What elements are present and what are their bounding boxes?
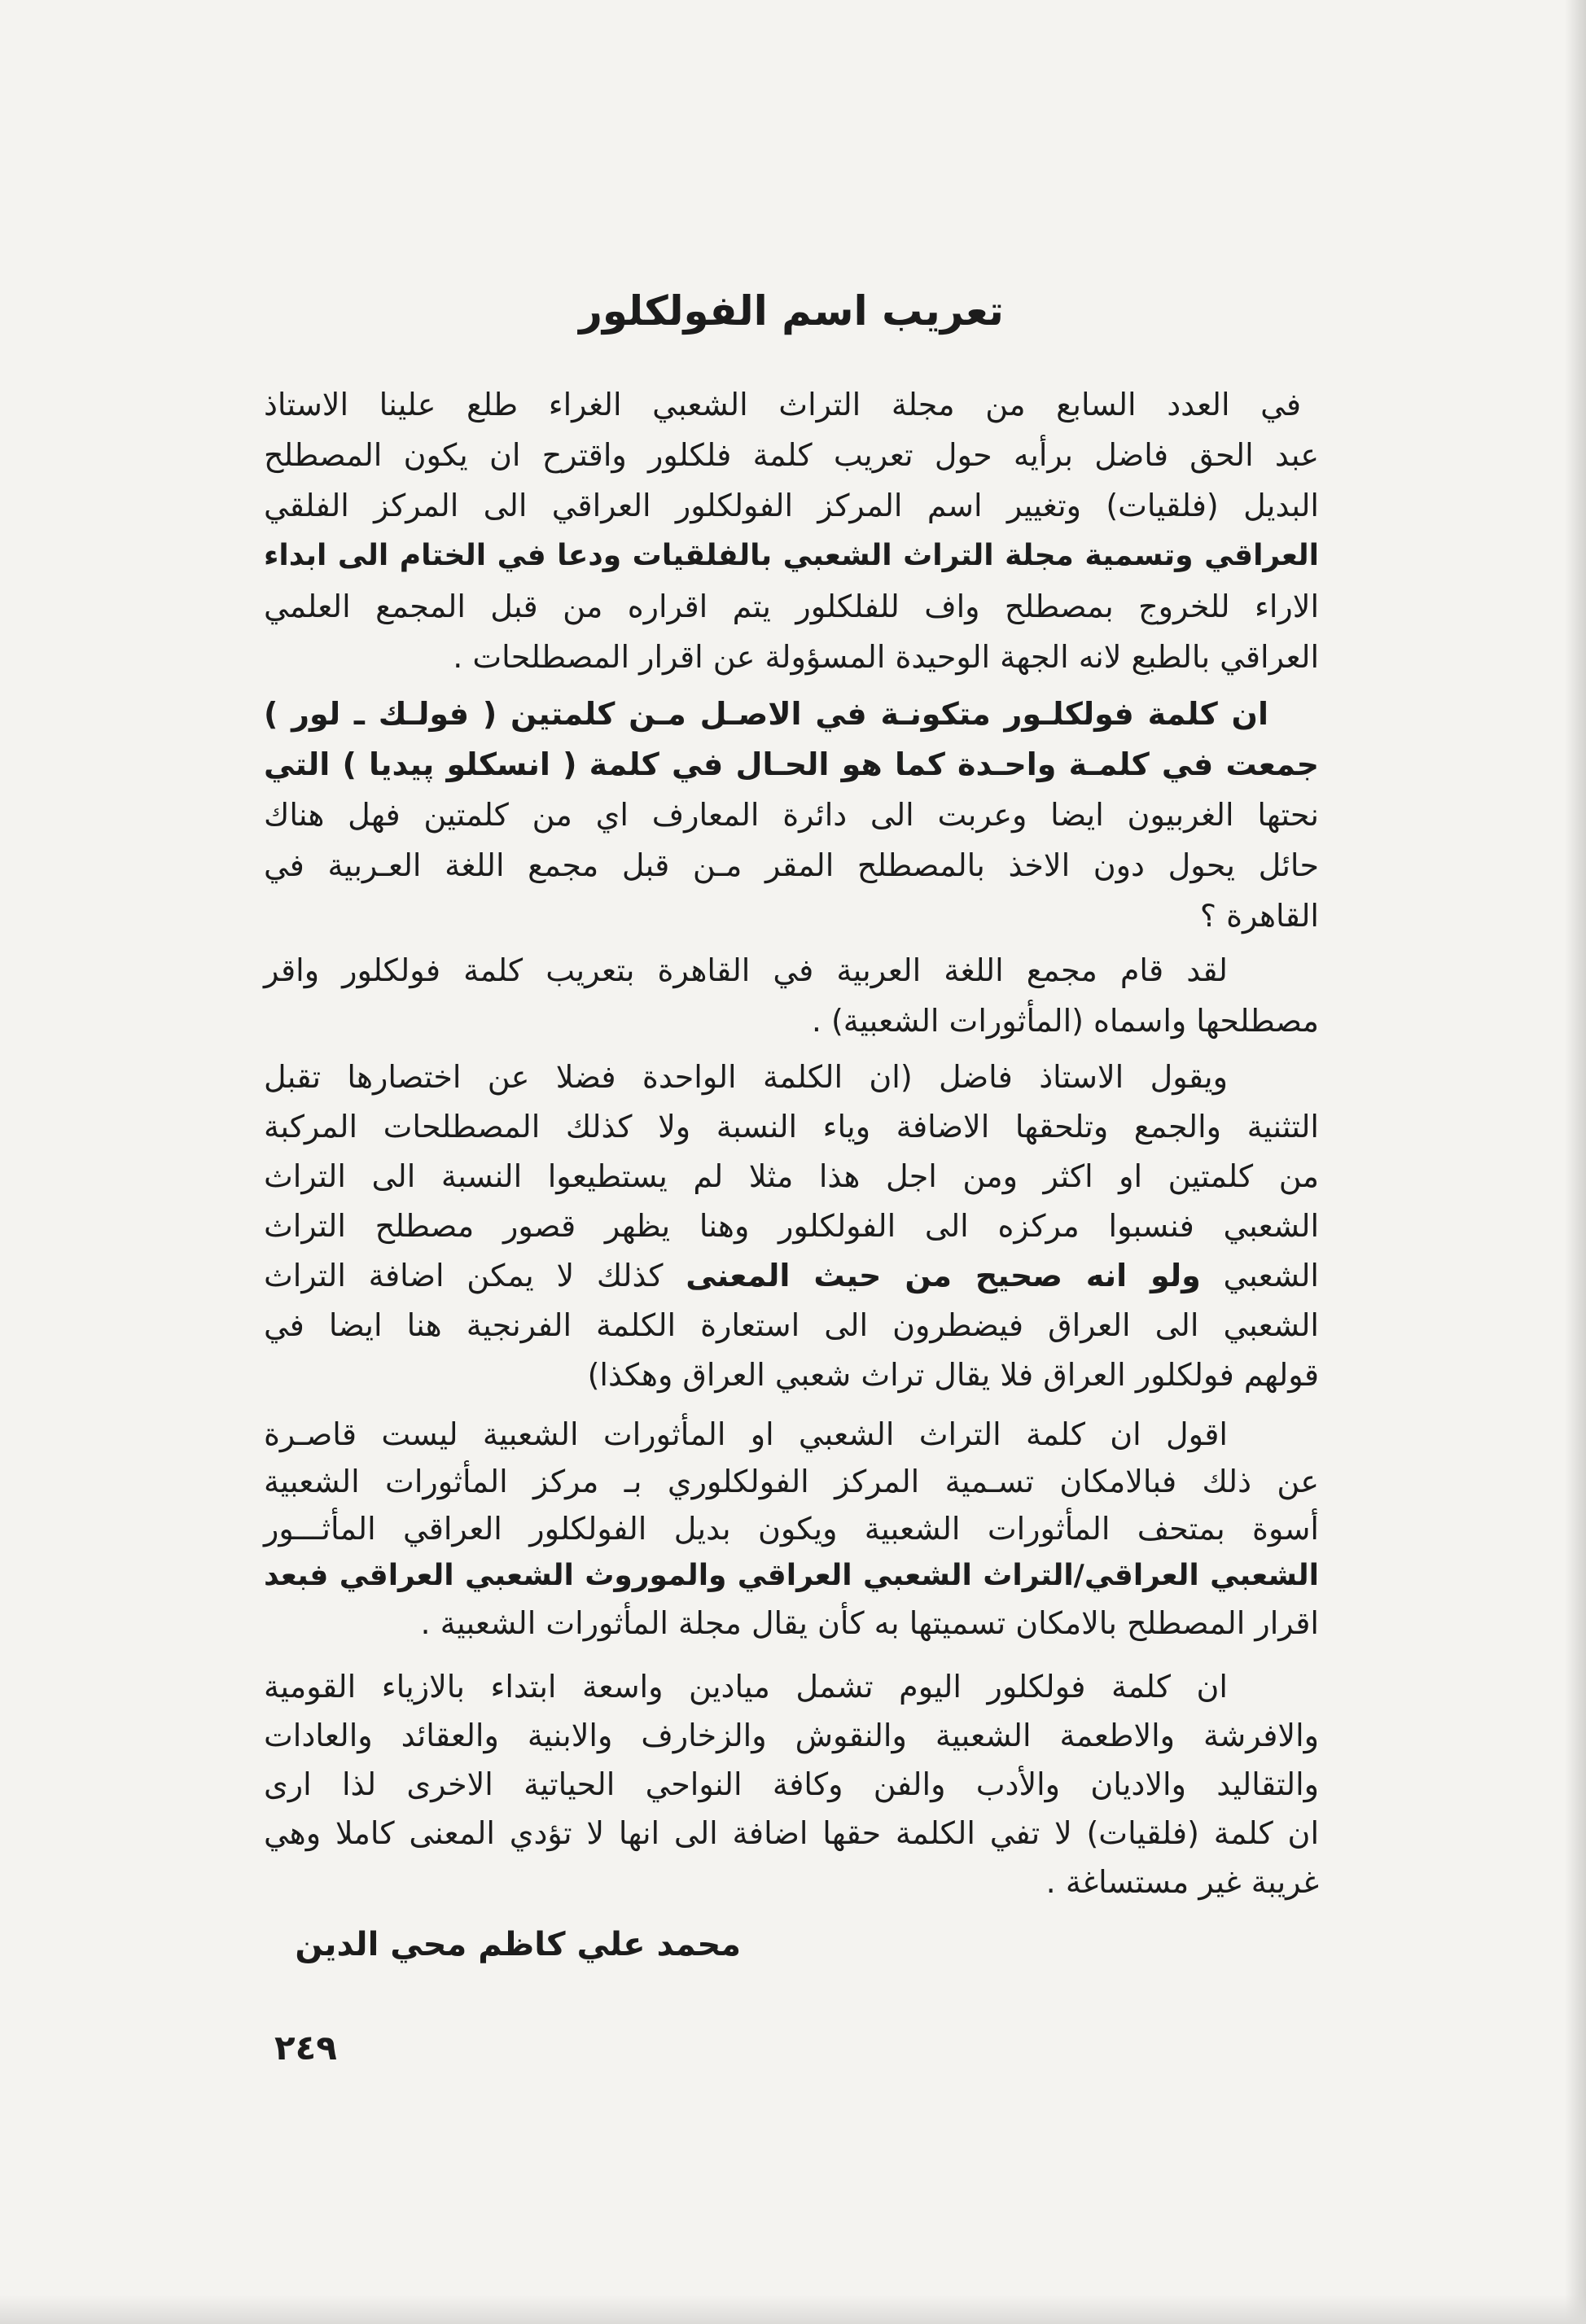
- paragraph-line: البديل (فلقيات) وتغيير اسم المركز الفولكلور العراقي الى المركز الفلقي: [264, 488, 1319, 523]
- paragraph-line: التثنية والجمع وتلحقها الاضافة وياء النسبة ولا كذلك المصطلحات المركبة: [264, 1109, 1319, 1144]
- paragraph-line: الشعبي فنسبوا مركزه الى الفولكلور وهنا يظهر قصور مصطلح التراث: [264, 1208, 1319, 1244]
- paragraph-line: من كلمتين او اكثر ومن اجل هذا مثلا لم يستطيعوا النسبة الى التراث: [264, 1158, 1319, 1194]
- paragraph-line: ان كلمة فولكلـور متكونـة في الاصـل مـن كلمتين ( فولـك ـ لور ): [264, 696, 1268, 732]
- paragraph-line: قولهم فولكلور العراق فلا يقال تراث شعبي العراق وهكذا): [587, 1357, 1319, 1393]
- emphasized-phrase: ولو انه صحيح من حيث المعنى: [686, 1258, 1201, 1293]
- paragraph-3: [264, 945, 1319, 1046]
- page-number: ٢٤٩: [274, 2028, 337, 2068]
- page-edge-bottom: [0, 2295, 1586, 2324]
- paragraph-line: والافرشة والاطعمة الشعبية والنقوش والزخارف والابنية والعقائد والعادات: [264, 1718, 1319, 1753]
- paragraph-line: الشعبي العراقي/التراث الشعبي العراقي والموروث الشعبي العراقي فبعد: [264, 1559, 1319, 1592]
- paragraph-line: العراقي بالطبع لانه الجهة الوحيدة المسؤولة عن اقرار المصطلحات .: [453, 639, 1319, 675]
- paragraph-2: [264, 689, 1319, 941]
- paragraph-line: اقول ان كلمة التراث الشعبي او المأثورات الشعبية ليست قاصـرة: [264, 1416, 1228, 1452]
- paragraph-4: [264, 1053, 1319, 1400]
- paragraph-line: مصطلحها واسماه (المأثورات الشعبية) .: [811, 1003, 1319, 1039]
- article-title: تعريب اسم الفولكلور: [579, 287, 1004, 335]
- paragraph-line: نحتها الغربيون ايضا وعربت الى دائرة المعارف اي من كلمتين فهل هناك: [264, 797, 1319, 833]
- paragraph-line: اقرار المصطلح بالامكان تسميتها به كأن يقال مجلة المأثورات الشعبية .: [420, 1605, 1319, 1641]
- paragraph-line: القاهرة ؟: [1199, 898, 1319, 934]
- line-segment: كذلك لا يمكن اضافة التراث: [264, 1258, 664, 1293]
- paragraph-line: والتقاليد والاديان والأدب والفن وكافة النواحي الحياتية الاخرى لذا ارى: [264, 1766, 1319, 1802]
- paragraph-line: غريبة غير مستساغة .: [1045, 1864, 1319, 1900]
- paragraph-6: [264, 1662, 1319, 1906]
- paragraph-line: عن ذلك فبالامكان تسـمية المركز الفولكلوري بـ مركز المأثورات الشعبية: [264, 1464, 1319, 1499]
- paragraph-line: عبد الحق فاضل برأيه حول تعريب كلمة فلكلور واقترح ان يكون المصطلح: [264, 437, 1319, 473]
- paragraph-line: الشعبي الى العراق فيضطرون الى استعارة الكلمة الفرنجية هنا ايضا في: [264, 1307, 1319, 1343]
- paragraph-line: ان كلمة فولكلور اليوم تشمل ميادين واسعة ابتداء بالازياء القومية: [264, 1669, 1228, 1705]
- paragraph-line: [264, 1251, 1319, 1301]
- paragraph-line: أسوة بمتحف المأثورات الشعبية ويكون بديل الفولكلور العراقي المأثـــور: [264, 1511, 1319, 1547]
- paragraph-5: [264, 1411, 1319, 1647]
- paragraph-line: ويقول الاستاذ فاضل (ان الكلمة الواحدة فضلا عن اختصارها تقبل: [264, 1059, 1228, 1095]
- paragraph-line: في العدد السابع من مجلة التراث الشعبي الغراء طلع علينا الاستاذ: [264, 387, 1301, 422]
- line-segment: الشعبي: [1223, 1258, 1319, 1293]
- paragraph-1: [264, 379, 1319, 682]
- paragraph-line: حائل يحول دون الاخذ بالمصطلح المقر مـن قبل مجمع اللغة العـربية في: [264, 847, 1319, 883]
- paragraph-line: جمعت في كلمـة واحـدة كما هو الحـال في كلمة ( انسكلو پيديا ) التي: [264, 746, 1319, 782]
- paragraph-line: ان كلمة (فلقيات) لا تفي الكلمة حقها اضافة الى انها لا تؤدي المعنى كاملا وهي: [264, 1815, 1319, 1851]
- paragraph-line: العراقي وتسمية مجلة التراث الشعبي بالفلقيات ودعا في الختام الى ابداء: [264, 539, 1319, 572]
- page-edge-right: [1565, 0, 1586, 2324]
- author-signature: محمد علي كاظم محي الدين: [295, 1926, 741, 1963]
- paragraph-line: لقد قام مجمع اللغة العربية في القاهرة بتعريب كلمة فولكلور واقر: [264, 952, 1228, 988]
- paragraph-line: الاراء للخروج بمصطلح واف للفلكلور يتم اقراره من قبل المجمع العلمي: [264, 589, 1319, 624]
